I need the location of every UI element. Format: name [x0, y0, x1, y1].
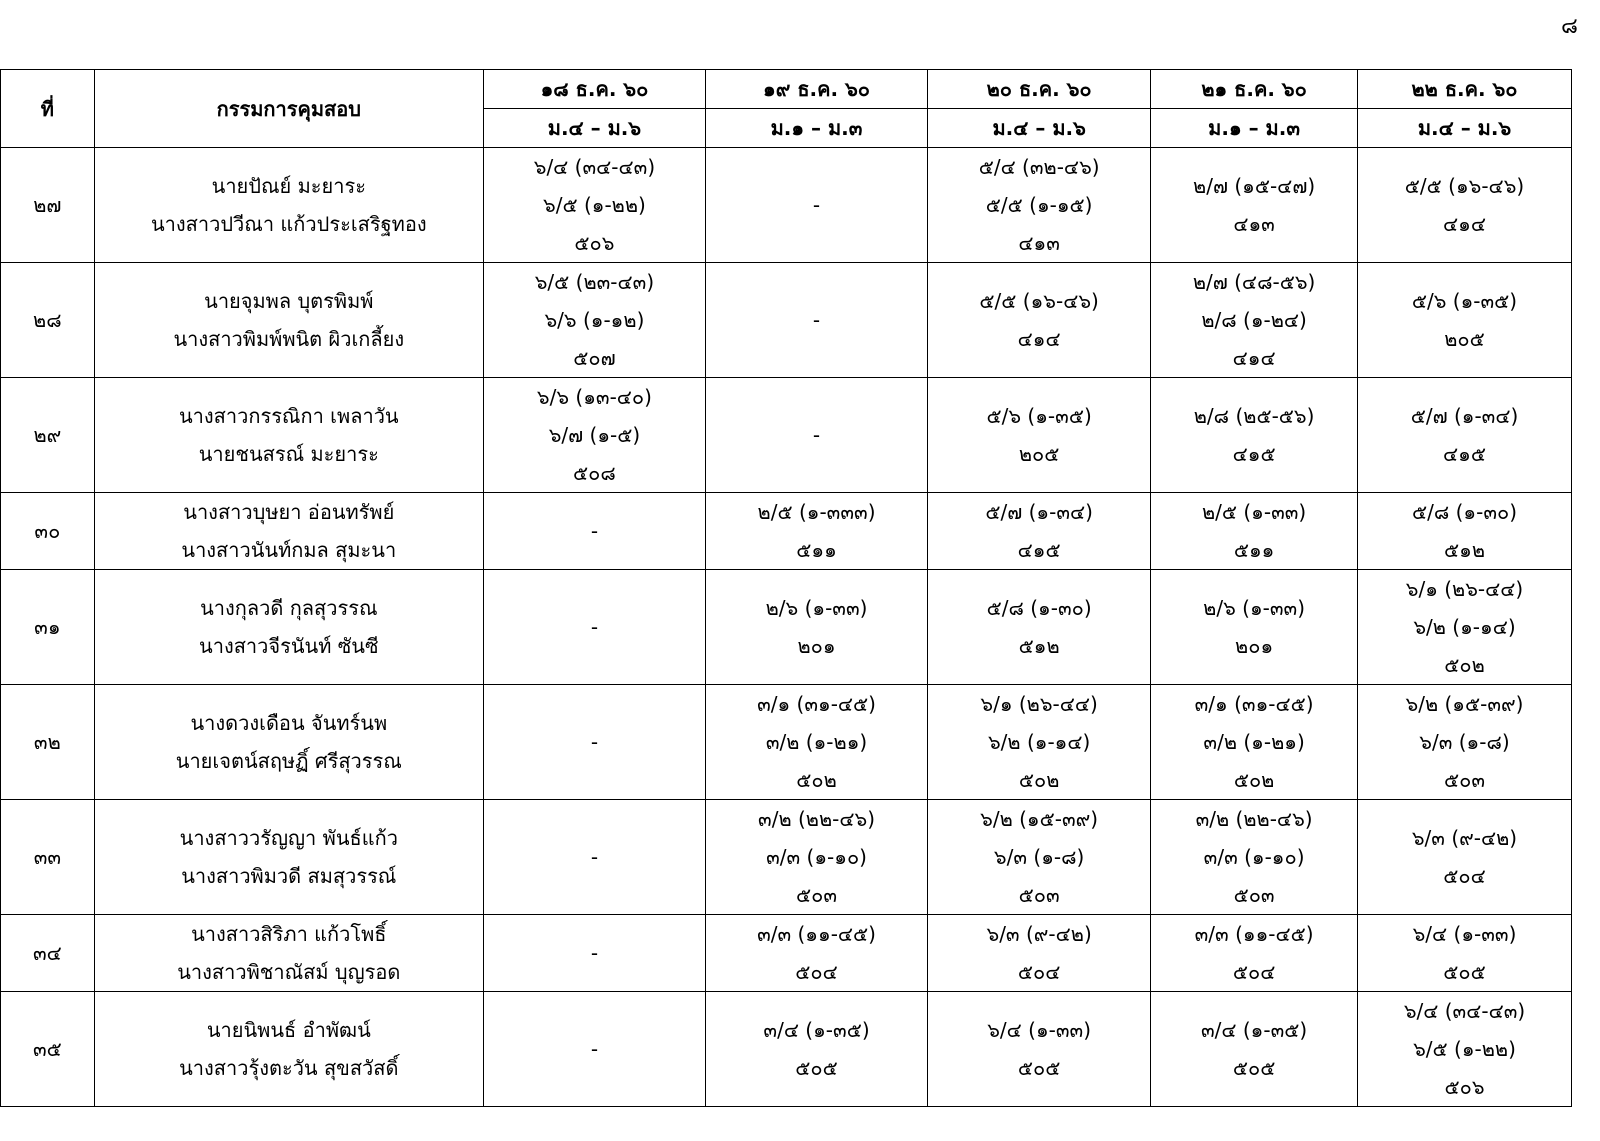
schedule-cell [483, 570, 705, 685]
schedule-cell [483, 378, 705, 493]
table-header [1, 70, 1572, 148]
proctor-name: นางสาวพิมพ์พนิต ผิวเกลี้ยง [173, 327, 405, 351]
table-row [1, 378, 1572, 493]
schedule-line: ๕๐๒ [1018, 768, 1060, 792]
proctor-name: นางสาววรัญญา พันธ์แก้ว [179, 826, 398, 850]
proctor-names [94, 378, 483, 493]
schedule-cell [1358, 148, 1572, 263]
schedule-line: ๕๐๒ [1444, 653, 1485, 677]
row-number: ๒๘ [1, 263, 95, 378]
proctor-name: นายนิพนธ์ อำพัฒน์ [206, 1018, 371, 1042]
header-level: ม.๑ – ม.๓ [705, 109, 927, 148]
table-row [1, 148, 1572, 263]
schedule-line: ๕๐๒ [1233, 768, 1275, 792]
schedule-line: ๓/๔ (๑-๓๕) [763, 1018, 870, 1042]
table-body [1, 148, 1572, 1107]
page-number: ๘ [1561, 14, 1578, 39]
schedule-line: ๒/๕ (๑-๓๓๓) [757, 500, 876, 524]
schedule-line: ๕๑๒ [1443, 538, 1485, 562]
table-row [1, 263, 1572, 378]
proctor-names [94, 263, 483, 378]
schedule-line: ๕/๕ (๑๖-๔๖) [1404, 174, 1525, 198]
schedule-line: ๕๐๗ [573, 346, 616, 370]
schedule-cell [1151, 148, 1358, 263]
schedule-line: ๕๐๔ [1443, 864, 1486, 888]
proctor-name: นางสาวรุ้งตะวัน สุขสวัสดิ์ [179, 1056, 399, 1080]
table-row [1, 570, 1572, 685]
schedule-line: ๕๑๑ [796, 538, 837, 562]
schedule-line: ๕๐๔ [1017, 960, 1061, 984]
schedule-line: ๓/๑ (๓๑-๔๕) [757, 692, 876, 716]
schedule-cell [1151, 570, 1358, 685]
schedule-cell [1151, 493, 1358, 570]
table-row [1, 915, 1572, 992]
schedule-line: ๖/๔ (๑-๓๓) [987, 1018, 1092, 1042]
header-date: ๒๑ ธ.ค. ๖๐ [1151, 70, 1358, 109]
schedule-line: ๓/๒ (๒๒-๔๖) [758, 807, 876, 831]
header-level: ม.๔ – ม.๖ [483, 109, 705, 148]
schedule-cell [705, 800, 927, 915]
schedule-cell [483, 493, 705, 570]
schedule-line: ๖/๒ (๑-๑๔) [987, 730, 1091, 754]
schedule-line: - [812, 193, 821, 217]
proctor-names [94, 915, 483, 992]
schedule-line: - [812, 308, 821, 332]
proctor-name: นางสาวพิมวดี สมสุวรรณ์ [181, 864, 397, 888]
schedule-line: ๕๐๕ [1232, 1056, 1276, 1080]
exam-proctor-schedule-table [0, 69, 1572, 1107]
schedule-line: ๔๑๓ [1233, 212, 1275, 236]
schedule-cell [483, 685, 705, 800]
schedule-line: ๕/๕ (๑๖-๔๖) [979, 289, 1099, 313]
schedule-line: ๖/๕ (๒๓-๔๓) [534, 270, 655, 294]
schedule-line: - [590, 1037, 599, 1061]
schedule-line: ๕๐๖ [574, 231, 615, 255]
schedule-line: ๔๑๔ [1232, 346, 1276, 370]
schedule-line: ๖/๓ (๑-๘) [993, 845, 1085, 869]
schedule-cell [1358, 570, 1572, 685]
schedule-cell [928, 493, 1151, 570]
row-number: ๓๑ [1, 570, 95, 685]
proctor-name: นางสาวนันท์กมล สุมะนา [181, 538, 397, 562]
schedule-cell [705, 148, 927, 263]
proctor-names [94, 685, 483, 800]
proctor-name: นางสาวจีรนันท์ ซันซี [199, 634, 379, 658]
header-level: ม.๔ – ม.๖ [928, 109, 1151, 148]
schedule-cell [928, 570, 1151, 685]
schedule-cell [1151, 378, 1358, 493]
schedule-line: ๒/๗ (๑๕-๔๗) [1193, 174, 1316, 198]
proctor-name: นางสาวพิชาณัสม์ บุญรอด [177, 960, 401, 984]
schedule-cell [1151, 992, 1358, 1107]
schedule-line: ๕/๖ (๑-๓๕) [986, 404, 1092, 428]
row-number: ๓๓ [1, 800, 95, 915]
schedule-line: ๒/๖ (๑-๓๓) [1203, 596, 1306, 620]
schedule-line: ๖/๑ (๒๖-๔๔) [1405, 577, 1524, 601]
table-row [1, 685, 1572, 800]
schedule-line: ๖/๗ (๑-๕) [548, 423, 641, 447]
schedule-line: ๕๐๖ [1444, 1075, 1485, 1099]
schedule-line: ๖/๔ (๓๔-๔๓) [533, 155, 656, 179]
schedule-line: ๒๐๑ [797, 634, 836, 658]
proctor-names [94, 992, 483, 1107]
schedule-cell [928, 685, 1151, 800]
schedule-cell [928, 992, 1151, 1107]
schedule-cell [705, 263, 927, 378]
schedule-line: ๕๑๑ [1233, 538, 1275, 562]
proctor-name: นางกุลวดี กุลสุวรรณ [200, 596, 378, 620]
schedule-line: ๖/๖ (๑๓-๔๐) [536, 385, 652, 409]
schedule-line: ๖/๓ (๑-๘) [1419, 730, 1510, 754]
schedule-line: ๓/๓ (๑-๑๐) [766, 845, 867, 869]
table-row [1, 992, 1572, 1107]
row-number: ๓๐ [1, 493, 95, 570]
row-number: ๓๒ [1, 685, 95, 800]
schedule-cell [705, 915, 927, 992]
schedule-line: ๖/๕ (๑-๒๒) [1413, 1037, 1516, 1061]
schedule-cell [483, 263, 705, 378]
schedule-line: ๕๐๒ [796, 768, 837, 792]
schedule-line: ๒/๘ (๒๕-๕๖) [1193, 404, 1315, 428]
schedule-line: ๔๑๕ [1443, 442, 1486, 466]
schedule-line: ๕/๖ (๑-๓๕) [1411, 289, 1518, 313]
schedule-line: ๕/๘ (๑-๓๐) [986, 596, 1092, 620]
proctor-names [94, 570, 483, 685]
schedule-cell [1358, 915, 1572, 992]
proctor-name: นายเจตน์สฤษฏิ์ ศรีสุวรรณ [175, 749, 402, 773]
header-no: ที่ [1, 70, 95, 148]
schedule-line: - [590, 730, 599, 754]
schedule-line: ๔๑๔ [1017, 327, 1061, 351]
header-date: ๒๐ ธ.ค. ๖๐ [928, 70, 1151, 109]
schedule-cell [928, 148, 1151, 263]
schedule-cell [483, 800, 705, 915]
schedule-line: ๓/๔ (๑-๓๕) [1200, 1018, 1308, 1042]
schedule-line: ๖/๖ (๑-๑๒) [544, 308, 645, 332]
schedule-line: ๖/๑ (๒๖-๔๔) [980, 692, 1098, 716]
schedule-cell [1151, 800, 1358, 915]
schedule-line: ๓/๑ (๓๑-๔๕) [1194, 692, 1314, 716]
proctor-name: นางสาวสิริภา แก้วโพธิ์ [191, 922, 387, 946]
schedule-line: ๖/๓ (๙-๔๒) [986, 922, 1092, 946]
header-date: ๑๙ ธ.ค. ๖๐ [705, 70, 927, 109]
schedule-cell [928, 800, 1151, 915]
schedule-line: ๕/๕ (๑-๑๕) [985, 193, 1093, 217]
schedule-line: ๓/๓ (๑-๑๐) [1203, 845, 1305, 869]
schedule-cell [705, 570, 927, 685]
schedule-line: ๖/๔ (๑-๓๓) [1412, 922, 1517, 946]
schedule-line: ๓/๒ (๑-๒๑) [1203, 730, 1305, 754]
schedule-line: ๓/๒ (๒๒-๔๖) [1195, 807, 1313, 831]
schedule-line: ๕๐๓ [796, 883, 838, 907]
proctor-name: นางสาวปวีณา แก้วประเสริฐทอง [151, 212, 427, 236]
schedule-cell [705, 992, 927, 1107]
schedule-line: ๕๐๔ [1232, 960, 1276, 984]
header-date: ๒๒ ธ.ค. ๖๐ [1358, 70, 1572, 109]
schedule-line: ๓/๓ (๑๑-๔๕) [757, 922, 876, 946]
table-row [1, 800, 1572, 915]
proctor-name: นายชนสรณ์ มะยาระ [198, 442, 379, 466]
schedule-cell [483, 992, 705, 1107]
schedule-cell [1358, 263, 1572, 378]
schedule-line: ๒/๘ (๑-๒๔) [1201, 308, 1307, 332]
schedule-cell [928, 378, 1151, 493]
schedule-line: ๕/๗ (๑-๓๔) [985, 500, 1093, 524]
proctor-names [94, 800, 483, 915]
header-level: ม.๑ – ม.๓ [1151, 109, 1358, 148]
header-level: ม.๔ – ม.๖ [1358, 109, 1572, 148]
schedule-cell [928, 915, 1151, 992]
schedule-line: ๔๑๕ [1017, 538, 1061, 562]
row-number: ๒๗ [1, 148, 95, 263]
schedule-line: ๕๐๓ [1233, 883, 1275, 907]
schedule-line: ๕๐๓ [1018, 883, 1060, 907]
schedule-cell [705, 493, 927, 570]
schedule-line: - [812, 423, 821, 447]
schedule-line: ๖/๒ (๑๕-๓๙) [980, 807, 1099, 831]
row-number: ๓๔ [1, 915, 95, 992]
row-number: ๓๕ [1, 992, 95, 1107]
schedule-line: ๕/๘ (๑-๓๐) [1411, 500, 1518, 524]
schedule-cell [928, 263, 1151, 378]
schedule-line: ๕๑๒ [1018, 634, 1060, 658]
proctor-names [94, 148, 483, 263]
schedule-cell [1151, 263, 1358, 378]
schedule-line: ๕๐๕ [1017, 1056, 1061, 1080]
schedule-cell [1358, 493, 1572, 570]
schedule-line: ๒๐๕ [1444, 327, 1485, 351]
schedule-line: ๕๐๕ [1443, 960, 1486, 984]
proctor-name: นายปัณย์ มะยาระ [211, 174, 366, 198]
schedule-line: ๕/๗ (๑-๓๔) [1410, 404, 1519, 428]
schedule-line: ๕๐๘ [573, 461, 616, 485]
proctor-name: นายจุมพล บุตรพิมพ์ [204, 289, 374, 313]
schedule-line: ๖/๓ (๙-๔๒) [1411, 826, 1518, 850]
schedule-cell [1358, 800, 1572, 915]
schedule-line: ๒๐๕ [1018, 442, 1060, 466]
schedule-line: ๒/๕ (๑-๓๓) [1201, 500, 1307, 524]
schedule-cell [483, 148, 705, 263]
proctor-name: นางสาวกรรณิกา เพลาวัน [179, 404, 399, 428]
schedule-cell [483, 915, 705, 992]
schedule-cell [1358, 378, 1572, 493]
table-row [1, 493, 1572, 570]
schedule-cell [1358, 992, 1572, 1107]
schedule-cell [1358, 685, 1572, 800]
header-date: ๑๘ ธ.ค. ๖๐ [483, 70, 705, 109]
schedule-line: ๒/๖ (๑-๓๓) [765, 596, 868, 620]
schedule-cell [705, 685, 927, 800]
schedule-line: ๕๐๔ [795, 960, 838, 984]
schedule-line: - [590, 941, 599, 965]
schedule-line: ๔๑๕ [1232, 442, 1276, 466]
schedule-line: ๓/๒ (๑-๒๑) [765, 730, 868, 754]
schedule-line: ๖/๒ (๑๕-๓๙) [1405, 692, 1524, 716]
schedule-line: ๒/๗ (๔๘-๕๖) [1192, 270, 1316, 294]
header-committee: กรรมการคุมสอบ [94, 70, 483, 148]
proctor-name: นางสาวบุษยา อ่อนทรัพย์ [183, 500, 395, 524]
schedule-line: ๔๑๔ [1443, 212, 1486, 236]
schedule-cell [1151, 915, 1358, 992]
schedule-line: ๓/๓ (๑๑-๔๕) [1194, 922, 1314, 946]
schedule-line: ๖/๔ (๓๔-๔๓) [1403, 999, 1526, 1023]
schedule-line: ๖/๕ (๑-๒๒) [543, 193, 646, 217]
schedule-line: ๕๐๕ [795, 1056, 838, 1080]
schedule-line: - [590, 845, 599, 869]
schedule-line: - [590, 615, 599, 639]
schedule-cell [1151, 685, 1358, 800]
proctor-name: นางดวงเดือน จันทร์นพ [190, 711, 388, 735]
schedule-line: ๖/๒ (๑-๑๔) [1413, 615, 1516, 639]
schedule-line: ๕/๔ (๓๒-๔๖) [978, 155, 1100, 179]
schedule-line: ๔๑๓ [1018, 231, 1060, 255]
schedule-line: ๒๐๑ [1235, 634, 1274, 658]
proctor-names [94, 493, 483, 570]
schedule-line: ๕๐๓ [1443, 768, 1485, 792]
row-number: ๒๙ [1, 378, 95, 493]
schedule-cell [705, 378, 927, 493]
schedule-line: - [590, 519, 599, 543]
